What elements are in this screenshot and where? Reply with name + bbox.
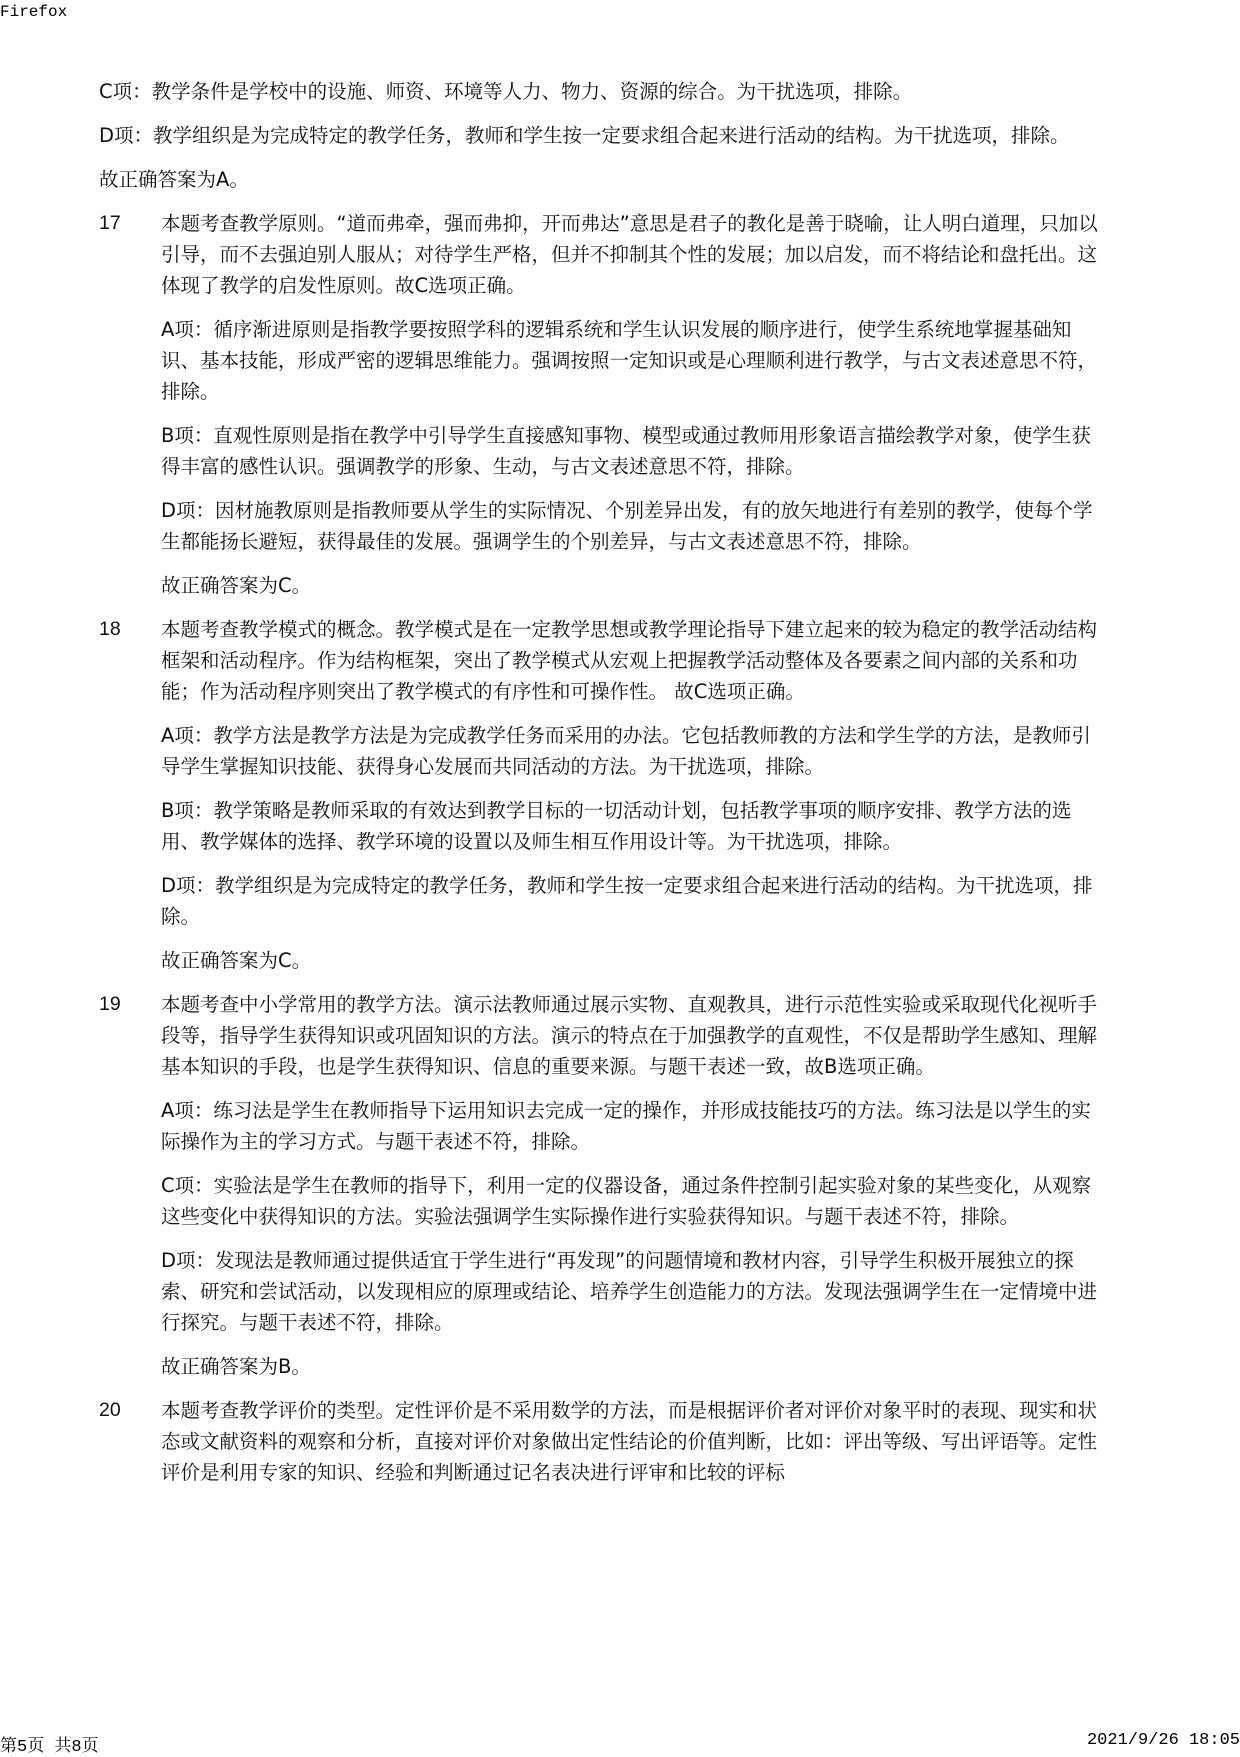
question-item-20	[99, 1395, 1109, 1488]
option-a-explanation: A项：练习法是学生在教师指导下运用知识去完成一定的操作，并形成技能技巧的方法。练习法是以学生的实际操作为主的学习方式。与题干表述不符，排除。	[161, 1099, 1091, 1153]
print-footer	[0, 1731, 1240, 1757]
answer-line: 故正确答案为B。	[161, 1355, 311, 1378]
option-d-explanation: D项：因材施教原则是指教师要从学生的实际情况、个别差异出发，有的放矢地进行有差别的教学，使每个学生都能扬长避短，获得最佳的发展。强调学生的个别差异，与古文表述意思不符，排除。	[161, 499, 1093, 553]
option-d-explanation: D项：教学组织是为完成特定的教学任务，教师和学生按一定要求组合起来进行活动的结构。为干扰选项，排除。	[161, 874, 1093, 928]
question-explanation: 本题考查中小学常用的教学方法。演示法教师通过展示实物、直观教具，进行示范性实验或采取现代化视听手段等，指导学生获得知识或巩固知识的方法。演示的特点在于加强教学的直观性，不仅是帮助学生感知、理解基本知识的手段，也是学生获得知识、信息的重要来源。与题干表述一致，故B选项正确。	[161, 993, 1098, 1078]
answer-line: 故正确答案为C。	[161, 574, 312, 597]
page-indicator: 第5页 共8页	[0, 1738, 99, 1757]
document-body	[99, 76, 1109, 1501]
answer-line: 故正确答案为C。	[161, 949, 312, 972]
option-c-explanation: C项：实验法是学生在教师的指导下，利用一定的仪器设备，通过条件控制引起实验对象的某些变化，从观察这些变化中获得知识的方法。实验法强调学生实际操作进行实验获得知识。与题干表述不符，排除。	[161, 1174, 1092, 1228]
option-a-explanation: A项：教学方法是教学方法是为完成教学任务而采用的办法。它包括教师教的方法和学生学的方法，是教师引导学生掌握知识技能、获得身心发展而共同活动的方法。为干扰选项，排除。	[161, 724, 1091, 778]
question-item-17	[99, 208, 1109, 601]
question-item-19	[99, 989, 1109, 1382]
option-d-explanation: D项：发现法是教师通过提供适宜于学生进行“再发现”的问题情境和教材内容，引导学生积极开展独立的探索、研究和尝试活动，以发现相应的原理或结论、培养学生创造能力的方法。发现法强调学生在一定情境中进行探究。与题干表述不符，排除。	[161, 1249, 1098, 1334]
question-number: 17	[99, 212, 121, 234]
option-a-explanation: A项：循序渐进原则是指教学要按照学科的逻辑系统和学生认识发展的顺序进行，使学生系统地掌握基础知识、基本技能，形成严密的逻辑思维能力。强调按照一定知识或是心理顺利进行教学，与古文表述意思不符，排除。	[161, 318, 1098, 403]
question-explanation: 本题考查教学评价的类型。定性评价是不采用数学的方法，而是根据评价者对评价对象平时的表现、现实和状态或文献资料的观察和分析，直接对评价对象做出定性结论的价值判断，比如：评出等级、写出评语等。定性评价是利用专家的知识、经验和判断通过记名表决进行评审和比较的评标	[161, 1399, 1098, 1484]
option-b-explanation: B项：直观性原则是指在教学中引导学生直接感知事物、模型或通过教师用形象语言描绘教学对象，使学生获得丰富的感性认识。强调教学的形象、生动，与古文表述意思不符，排除。	[161, 424, 1091, 478]
answer-line: 故正确答案为A。	[99, 168, 249, 191]
print-timestamp: 2021/9/26 18:05	[1086, 1731, 1240, 1750]
option-c-explanation: C项：教学条件是学校中的设施、师资、环境等人力、物力、资源的综合。为干扰选项，排除。	[99, 80, 913, 103]
question-number: 18	[99, 618, 121, 640]
question-item-18	[99, 614, 1109, 976]
question-explanation: 本题考查教学原则。“道而弗牵，强而弗抑，开而弗达”意思是君子的教化是善于晓喻，让人明白道理，只加以引导，而不去强迫别人服从；对待学生严格，但并不抑制其个性的发展；加以启发，而不将结论和盘托出。这体现了教学的启发性原则。故C选项正确。	[161, 212, 1098, 297]
question-number: 19	[99, 993, 121, 1015]
question-number: 20	[99, 1399, 121, 1421]
browser-header-label: Firefox	[0, 3, 68, 21]
question-explanation: 本题考查教学模式的概念。教学模式是在一定教学思想或教学理论指导下建立起来的较为稳定的教学活动结构框架和活动程序。作为结构框架，突出了教学模式从宏观上把握教学活动整体及各要素之间内部的关系和功能；作为活动程序则突出了教学模式的有序性和可操作性。 故C选项正确。	[161, 618, 1098, 703]
option-b-explanation: B项：教学策略是教师采取的有效达到教学目标的一切活动计划，包括教学事项的顺序安排、教学方法的选用、教学媒体的选择、教学环境的设置以及师生相互作用设计等。为干扰选项，排除。	[161, 799, 1072, 853]
option-d-explanation: D项：教学组织是为完成特定的教学任务，教师和学生按一定要求组合起来进行活动的结构。为干扰选项，排除。	[99, 124, 1070, 147]
leading-section	[99, 76, 1109, 195]
